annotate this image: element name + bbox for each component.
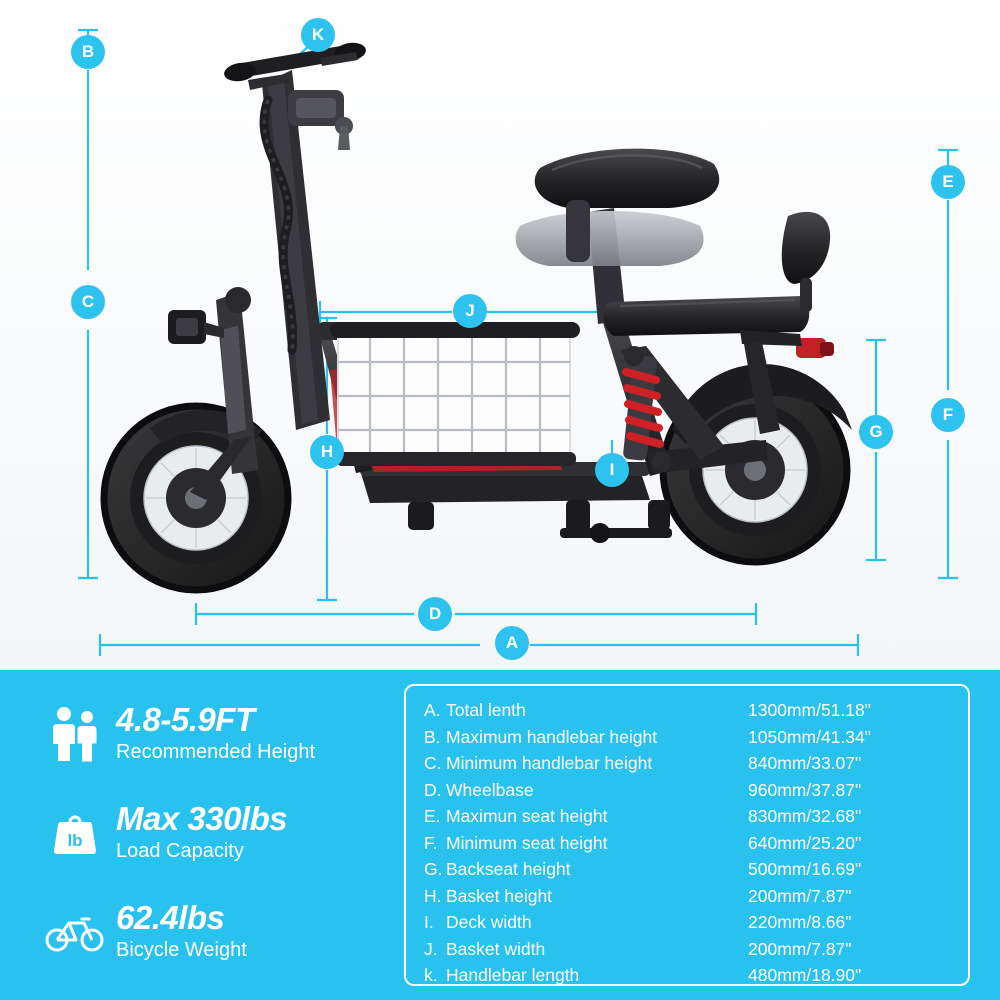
highlight-text xyxy=(108,799,288,865)
spec-name: Total lenth xyxy=(446,700,526,720)
spec-value: 640mm/25.20" xyxy=(748,832,862,853)
svg-text:lb: lb xyxy=(67,831,83,850)
highlight-specs xyxy=(42,688,392,985)
weight-icon xyxy=(42,806,108,860)
dimension-marker-h: H xyxy=(310,435,344,469)
spec-row xyxy=(424,700,958,727)
spec-key: B. xyxy=(424,726,441,747)
spec-row xyxy=(424,727,958,754)
spec-name: Basket width xyxy=(446,938,546,959)
highlight-label: Load Capacity xyxy=(116,840,244,863)
spec-key: D. xyxy=(424,779,442,800)
spec-value: 1050mm/41.34" xyxy=(748,726,871,747)
highlight-value: Max 330lbs xyxy=(116,799,288,837)
dimension-marker-a: A xyxy=(495,626,529,660)
spec-key: A. xyxy=(424,700,441,720)
bicycle-icon xyxy=(42,909,108,955)
dimension-marker-g: G xyxy=(859,415,893,449)
specification-panel xyxy=(0,670,1000,1000)
spec-value: 1300mm/51.18" xyxy=(748,700,871,720)
spec-value: 960mm/37.87" xyxy=(748,779,862,800)
spec-name: Basket height xyxy=(446,885,553,906)
spec-name: Handlebar length xyxy=(446,965,580,985)
spec-row xyxy=(424,806,958,833)
dimension-marker-k: K xyxy=(301,18,335,52)
spec-value: 200mm/7.87" xyxy=(748,938,852,959)
spec-row xyxy=(424,939,958,966)
spec-key: H. xyxy=(424,885,442,906)
highlight-text xyxy=(108,898,247,964)
spec-key: G. xyxy=(424,859,443,879)
spec-name: Maximum handlebar height xyxy=(446,726,658,747)
dimension-marker-b: B xyxy=(71,35,105,69)
spec-value: 500mm/16.69" xyxy=(748,859,862,879)
spec-name: Minimum seat height xyxy=(446,832,608,853)
highlight-bicycle-weight xyxy=(42,886,392,978)
spec-value: 220mm/8.66" xyxy=(748,912,852,932)
spec-name: Wheelbase xyxy=(446,779,534,800)
spec-key: E. xyxy=(424,806,441,826)
spec-row xyxy=(424,912,958,939)
spec-key: C. xyxy=(424,753,442,773)
spec-row xyxy=(424,780,958,807)
spec-value: 200mm/7.87" xyxy=(748,885,852,906)
spec-row xyxy=(424,965,958,992)
spec-name: Deck width xyxy=(446,912,532,932)
dimension-marker-f: F xyxy=(931,398,965,432)
spec-name: Maximun seat height xyxy=(446,806,608,826)
spec-name: Backseat height xyxy=(446,859,571,879)
dimension-marker-d: D xyxy=(418,597,452,631)
spec-key: k. xyxy=(424,965,438,985)
dimension-marker-e: E xyxy=(931,165,965,199)
spec-row xyxy=(424,833,958,860)
highlight-text xyxy=(108,700,315,766)
spec-row xyxy=(424,886,958,913)
spec-value: 840mm/33.07" xyxy=(748,753,862,773)
dimension-marker-i: I xyxy=(595,453,629,487)
spec-row xyxy=(424,753,958,780)
dimension-marker-c: C xyxy=(71,285,105,319)
highlight-label: Bicycle Weight xyxy=(116,939,247,962)
highlight-recommended-height xyxy=(42,688,392,780)
spec-value: 830mm/32.68" xyxy=(748,806,862,826)
spec-key: J. xyxy=(424,938,438,959)
measurements-table xyxy=(404,684,970,986)
spec-value: 480mm/18.90" xyxy=(748,965,862,985)
highlight-value: 62.4lbs xyxy=(116,898,225,936)
spec-row xyxy=(424,859,958,886)
highlight-load-capacity xyxy=(42,787,392,879)
highlight-label: Recommended Height xyxy=(116,741,315,764)
spec-key: I. xyxy=(424,912,434,932)
highlight-value: 4.8-5.9FT xyxy=(116,700,255,738)
dimension-marker-j: J xyxy=(453,294,487,328)
spec-key: F. xyxy=(424,832,438,853)
spec-name: Minimum handlebar height xyxy=(446,753,653,773)
two-people-icon xyxy=(42,705,108,763)
